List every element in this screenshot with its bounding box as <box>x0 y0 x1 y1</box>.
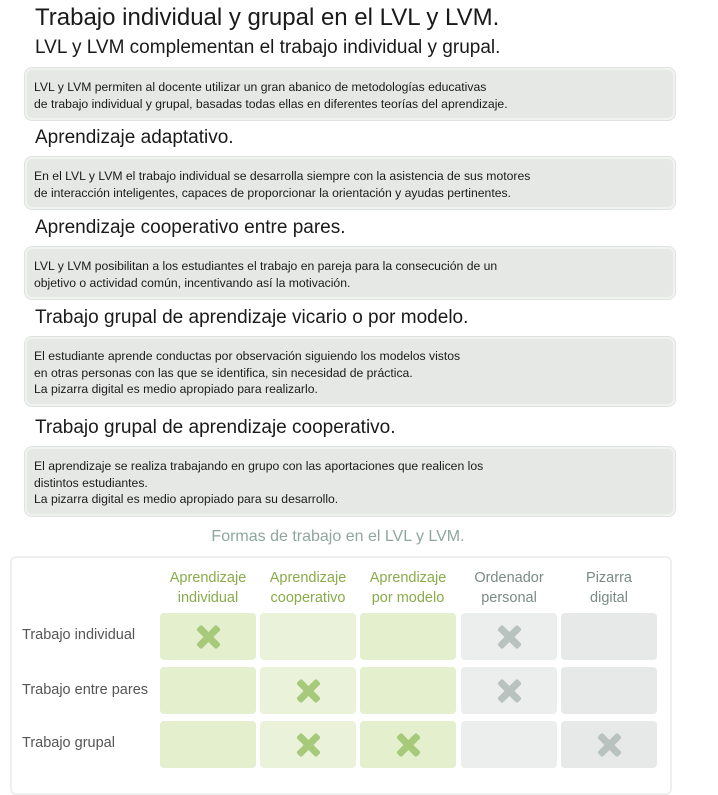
table-cell <box>160 667 256 714</box>
col-header-computer: Ordenador personal <box>474 570 544 606</box>
vicarious-box <box>27 339 673 404</box>
check-cross-icon <box>296 733 320 757</box>
table-cell <box>160 613 256 660</box>
intro-box <box>27 70 673 118</box>
peer-text: LVL y LVM posibilitan a los estudiantes el trabajo en pareja para la consecución de un objetivo o actividad común, incentivando así la motivación. <box>34 259 498 290</box>
table-cell <box>260 667 356 714</box>
adaptive-text: En el LVL y LVM el trabajo individual se desarrolla siempre con la asistencia de sus motores de interacción inteligentes, capaces de proporcionar la orientación y ayudas pertinentes. <box>34 169 531 200</box>
row-header-individual: Trabajo individual <box>22 627 136 643</box>
page-title: Trabajo individual y grupal en el LVL y LVM. <box>35 4 500 31</box>
check-cross-icon <box>296 679 320 703</box>
table-cell <box>360 613 456 660</box>
col-header-cooperative: Aprendizaje cooperativo <box>269 570 347 606</box>
check-cross-icon <box>196 625 220 649</box>
col-header-model: Aprendizaje por modelo <box>369 570 447 606</box>
table-cell <box>461 613 557 660</box>
heading-vicarious: Trabajo grupal de aprendizaje vicario o por modelo. <box>35 307 469 328</box>
col-header-whiteboard: Pizarra digital <box>586 570 632 606</box>
table-title: Formas de trabajo en el LVL y LVM. <box>211 528 465 545</box>
heading-adaptive: Aprendizaje adaptativo. <box>35 127 234 148</box>
table-cell <box>461 721 557 768</box>
table-cell <box>260 721 356 768</box>
heading-cooperative: Trabajo grupal de aprendizaje cooperativo. <box>35 417 396 438</box>
vicarious-text: El estudiante aprende conductas por observación siguiendo los modelos vistos en otras personas con las que se identifica, sin necesidad de práctica. La pizarra digital es medio apropiado para realizarlo. <box>34 349 461 396</box>
intro-text: LVL y LVM permiten al docente utilizar un gran abanico de metodologías educativas de trabajo individual y grupal, basadas todas ellas en diferentes teorías del aprendizaje. <box>34 80 508 111</box>
row-header-group: Trabajo grupal <box>22 735 115 751</box>
check-cross-icon <box>396 733 420 757</box>
peer-box <box>27 249 673 297</box>
row-header-pairs: Trabajo entre pares <box>22 682 149 698</box>
table-cell <box>561 721 657 768</box>
adaptive-box <box>27 159 673 207</box>
check-cross-icon <box>497 625 521 649</box>
table-cell <box>260 613 356 660</box>
page-subtitle: LVL y LVM complementan el trabajo individual y grupal. <box>35 37 501 58</box>
check-cross-icon <box>597 733 621 757</box>
table-cell <box>561 613 657 660</box>
table-cell <box>360 667 456 714</box>
check-cross-icon <box>497 679 521 703</box>
cooperative-text: El aprendizaje se realiza trabajando en grupo con las aportaciones que realicen los distintos estudiantes. La pizarra digital es medio apropiado para su desarrollo. <box>34 459 484 506</box>
table-cell <box>461 667 557 714</box>
table-cell <box>360 721 456 768</box>
heading-peer: Aprendizaje cooperativo entre pares. <box>35 217 346 238</box>
table-cell <box>160 721 256 768</box>
col-header-individual: Aprendizaje individual <box>169 570 247 606</box>
table-cell <box>561 667 657 714</box>
cooperative-box <box>27 449 673 514</box>
